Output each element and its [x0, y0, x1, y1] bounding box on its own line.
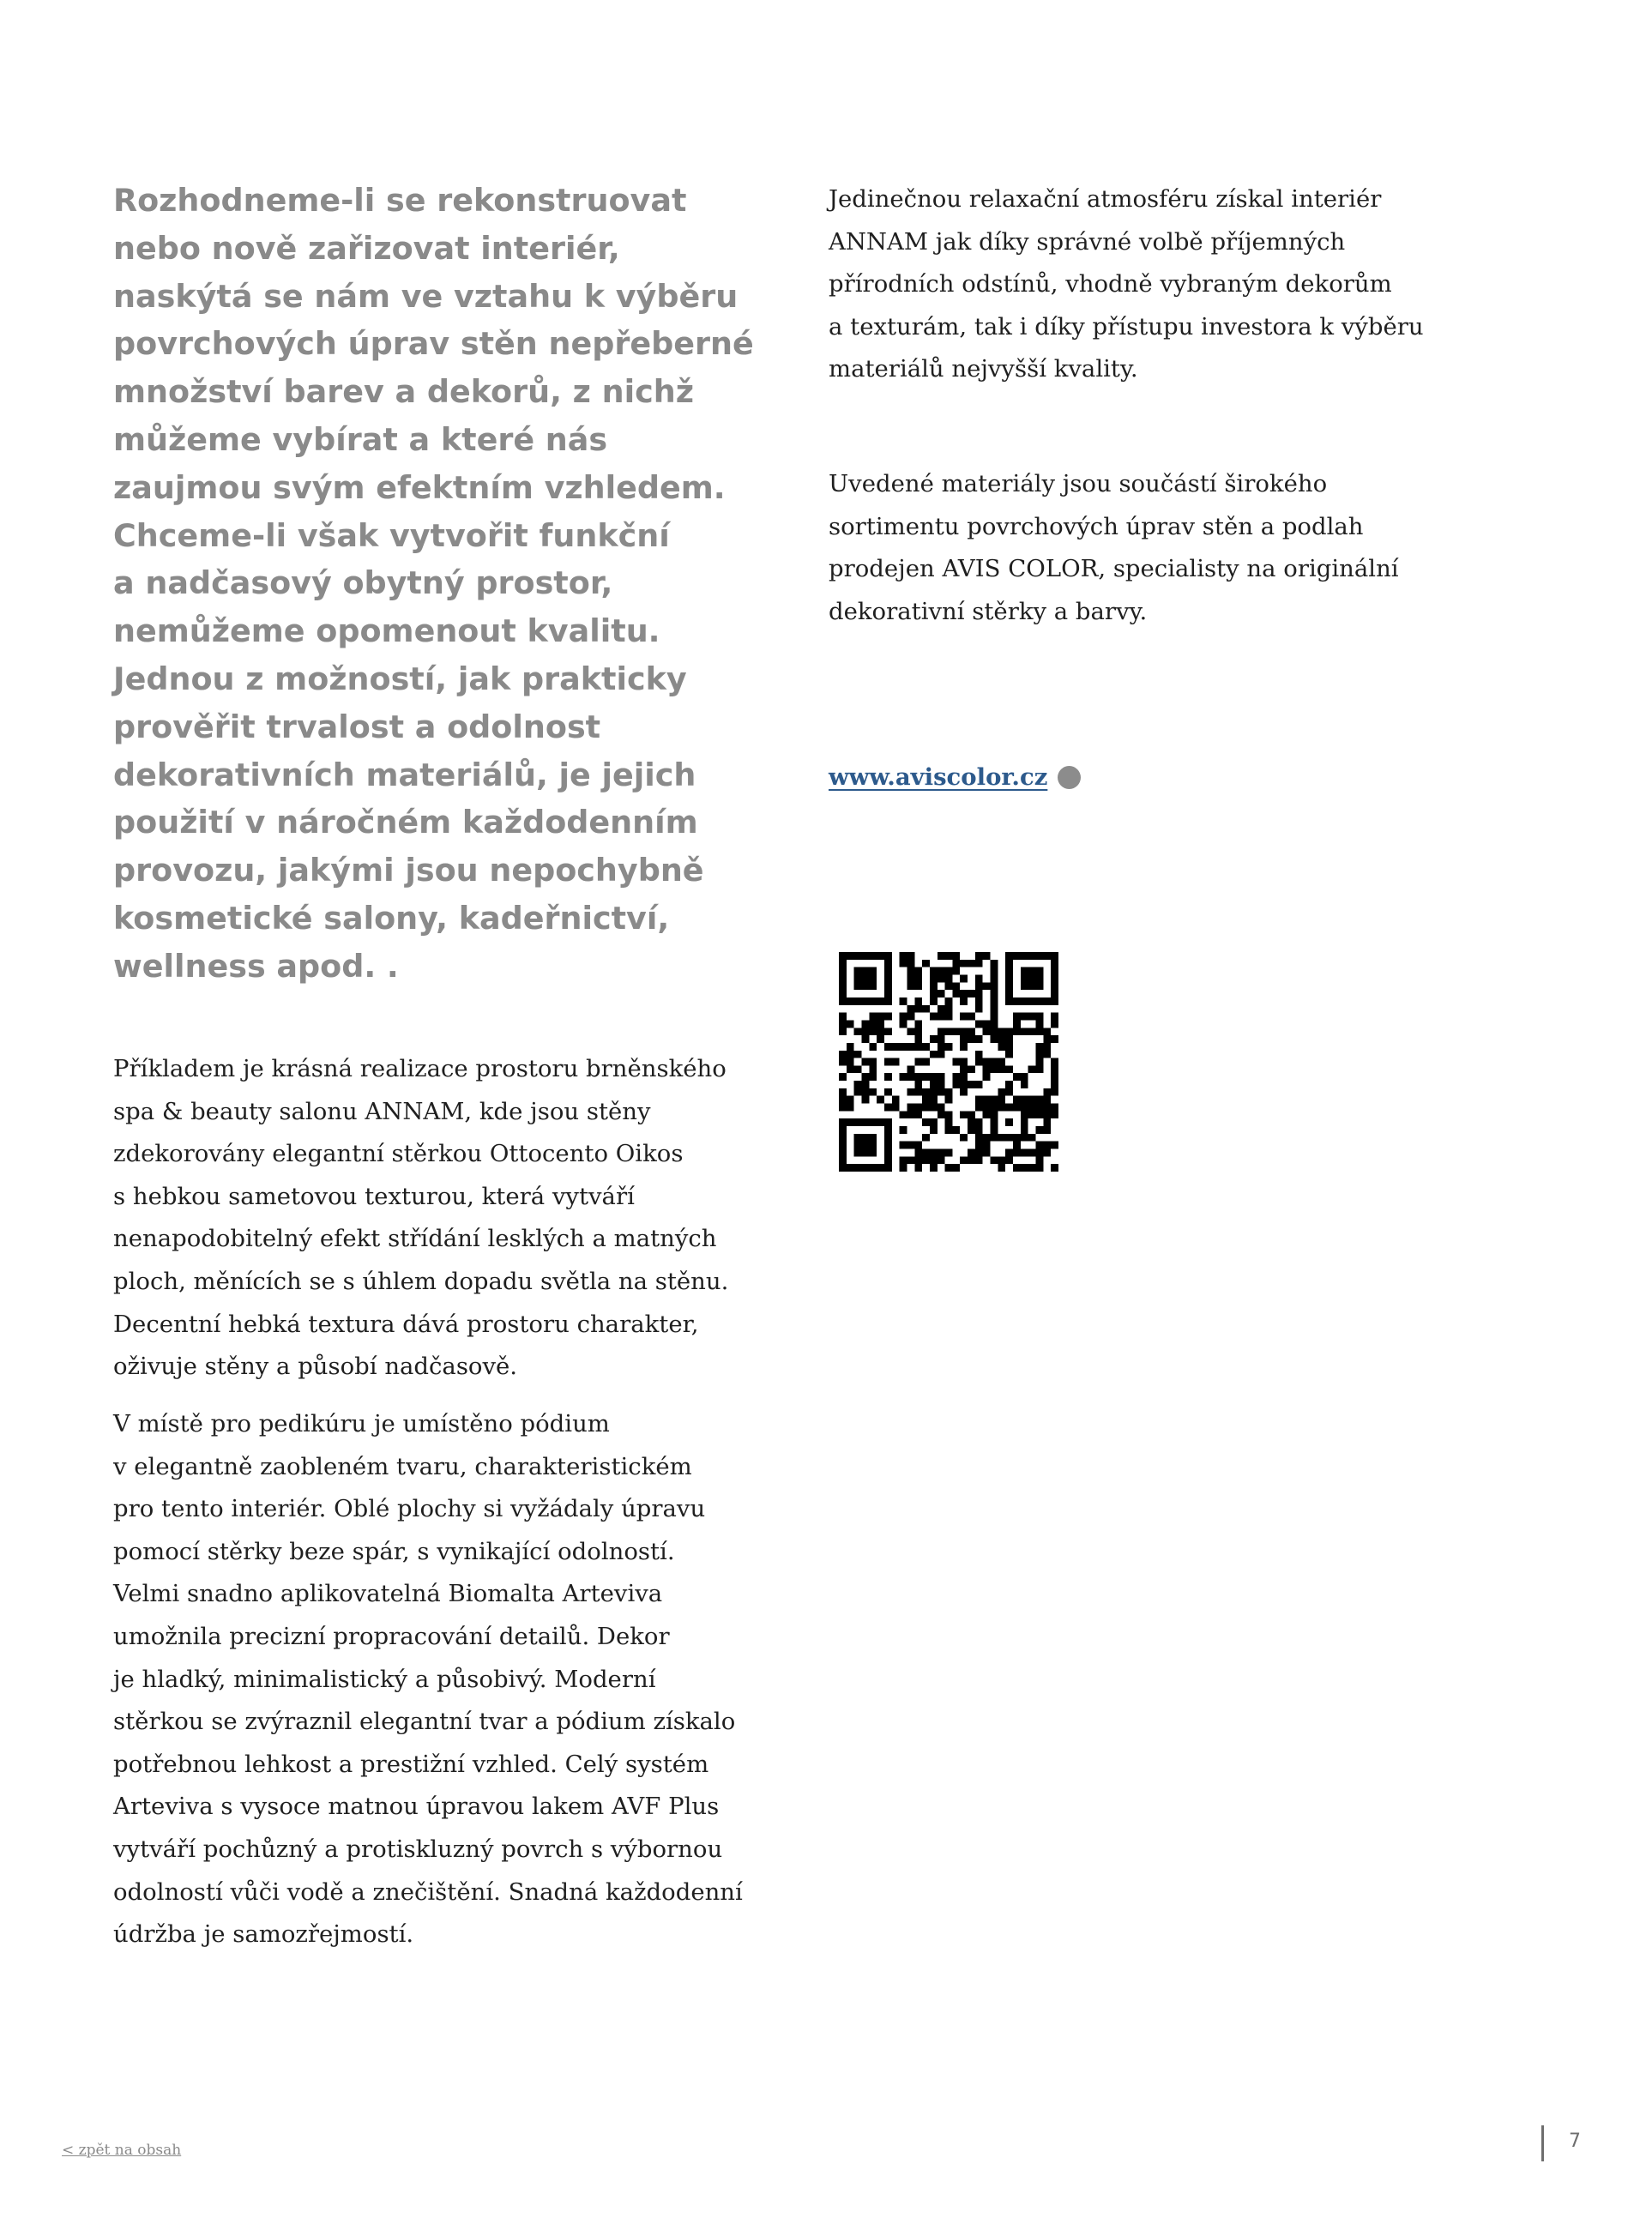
lead-paragraph: Rozhodneme-li se rekonstruovat nebo nově zařizovat interiér, naskýtá se nám ve vztahu k výběru povrchových úprav stěn nepřeberné množství barev a dekorů, z nichž můžeme vybírat a které nás zaujmou svým efektním vzhledem. Chceme-li však vytvořit funkční a nadčasový obytný prostor, nemůžeme opomenout kvalitu. Jednou z možností, jak prakticky prověřit trvalost a odolnost dekorativních materiálů, je jejich použití v náročném každodenním provozu, jakými jsou nepochybně kosmetické salony, kadeřnictví, wellness apod. . — [113, 182, 754, 985]
body-paragraph-pedicure-podium: V místě pro pedikúru je umístěno pódium v elegantně zaobleném tvaru, charakteristickém pro tento interiér. Oblé plochy si vyžádaly úpravu pomocí stěrky beze spár, s vynikající odolností. Velmi snadno aplikovatelná Biomalta Arteviva umožnila precizní propracování detailů. Dekor je hladký, minimalistický a působivý. Moderní stěrkou se zvýraznil elegantní tvar a pódium získalo potřebnou lehkost a prestižní vzhled. Celý systém Arteviva s vysoce matnou úpravou lakem AVF Plus vytváří pochůzný a protiskluzný povrch s výbornou odolností vůči vodě a znečištění. Snadná každodenní údržba je samozřejmostí. — [113, 1410, 743, 1949]
back-to-contents-link[interactable]: < zpět na obsah — [62, 2142, 182, 2159]
body-paragraph-materials: Uvedené materiály jsou součástí širokého sortimentu povrchových úprav stěn a podlah prodejen AVIS COLOR, specialisty na originální dekorativní stěrky a barvy. — [829, 470, 1399, 625]
bullet-dot-icon — [1058, 766, 1081, 789]
website-link-row — [829, 763, 1081, 791]
page-number-divider — [1541, 2125, 1544, 2161]
body-paragraph-realization: Příkladem je krásná realizace prostoru brněnského spa & beauty salonu ANNAM, kde jsou stěny zdekorovány elegantní stěrkou Ottocento Oikos s hebkou sametovou texturou, která vytváří nenapodobitelný efekt střídání lesklých a matných ploch, měnících se s úhlem dopadu světla na stěnu. Decentní hebká textura dává prostoru charakter, oživuje stěny a působí nadčasově. — [113, 1055, 729, 1381]
website-link[interactable]: www.aviscolor.cz — [829, 763, 1048, 791]
page-number: 7 — [1569, 2131, 1581, 2152]
body-paragraph-atmosphere: Jedinečnou relaxační atmosféru získal interiér ANNAM jak díky správné volbě příjemných přírodních odstínů, vhodně vybraným dekorům a texturám, tak i díky přístupu investora k výběru materiálů nejvyšší kvality. — [829, 185, 1424, 383]
qr-code-icon[interactable] — [839, 952, 1058, 1172]
